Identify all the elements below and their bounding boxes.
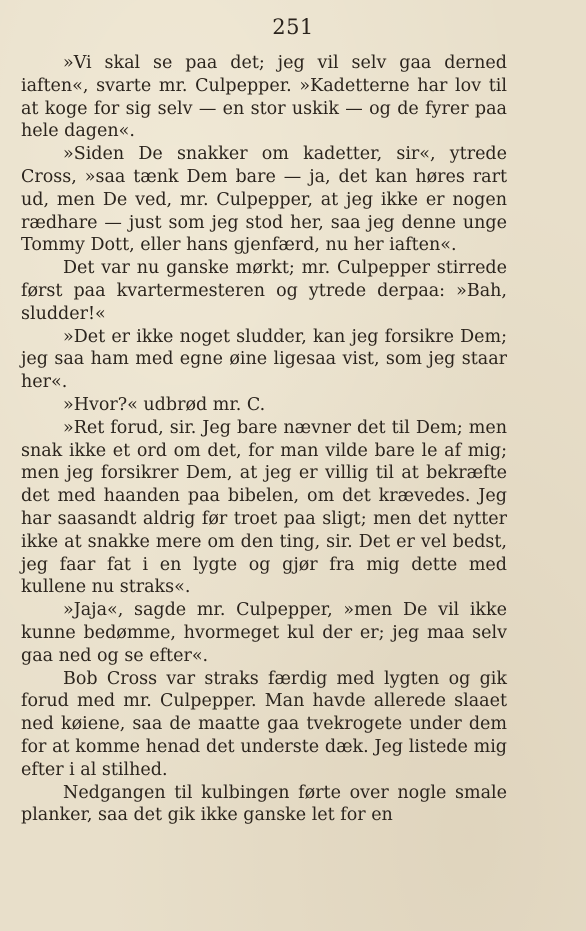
paragraph: »Siden De snakker om kadetter, sir«, ytrede Cross, »saa tænk Dem bare — ja, det kan høres rart ud, men De ved, mr. Culpepper, at jeg ikke er nogen rædhare — just som jeg stod her, saa jeg denne unge Tommy Dott, eller hans gjenfærd, nu her iaften«. — [21, 144, 507, 256]
paragraph: »Jaja«, sagde mr. Culpepper, »men De vil ikke kunne bedømme, hvormeget kul der er; jeg maa selv gaa ned og se efter«. — [21, 600, 507, 666]
paragraph: »Det er ikke noget sludder, kan jeg forsikre Dem; jeg saa ham med egne øine ligesaa vist, som jeg staar her«. — [21, 326, 507, 393]
paragraph: »Ret forud, sir. Jeg bare nævner det til Dem; men snak ikke et ord om det, for man vilde bare le af mig; men jeg forsikrer Dem, at jeg er villig til at bekræfte det med haanden paa bibelen, om det krævedes. Jeg har saasandt aldrig før troet paa sligt; men det nytter ikke at snakke mere om den ting, sir. Det er vel bedst, jeg faar fat i en lygte og gjør fra mig dette med kullene nu straks«. — [21, 417, 507, 598]
paragraph: »Hvor?« udbrød mr. C. — [63, 394, 266, 415]
paragraph: Nedgangen til kulbingen førte over nogle smale planker, saa det gik ikke ganske let for en — [21, 782, 507, 826]
paragraph: »Vi skal se paa det; jeg vil selv gaa derned iaften«, svarte mr. Culpepper. »Kadetterne har lov til at koge for sig selv — en stor uskik — og de fyrer paa hele dagen«. — [21, 53, 507, 142]
page-number: 251 — [272, 15, 314, 39]
body-text — [21, 52, 507, 827]
paragraph: Det var nu ganske mørkt; mr. Culpepper stirrede først paa kvartermesteren og ytrede derpaa: »Bah, sludder!« — [21, 258, 507, 324]
paragraph: Bob Cross var straks færdig med lygten og gik forud med mr. Culpepper. Man havde allerede slaaet ned køiene, saa de maatte gaa tvekrogete under dem for at komme henad det underste dæk. Jeg listede mig efter i al stilhed. — [21, 668, 507, 780]
